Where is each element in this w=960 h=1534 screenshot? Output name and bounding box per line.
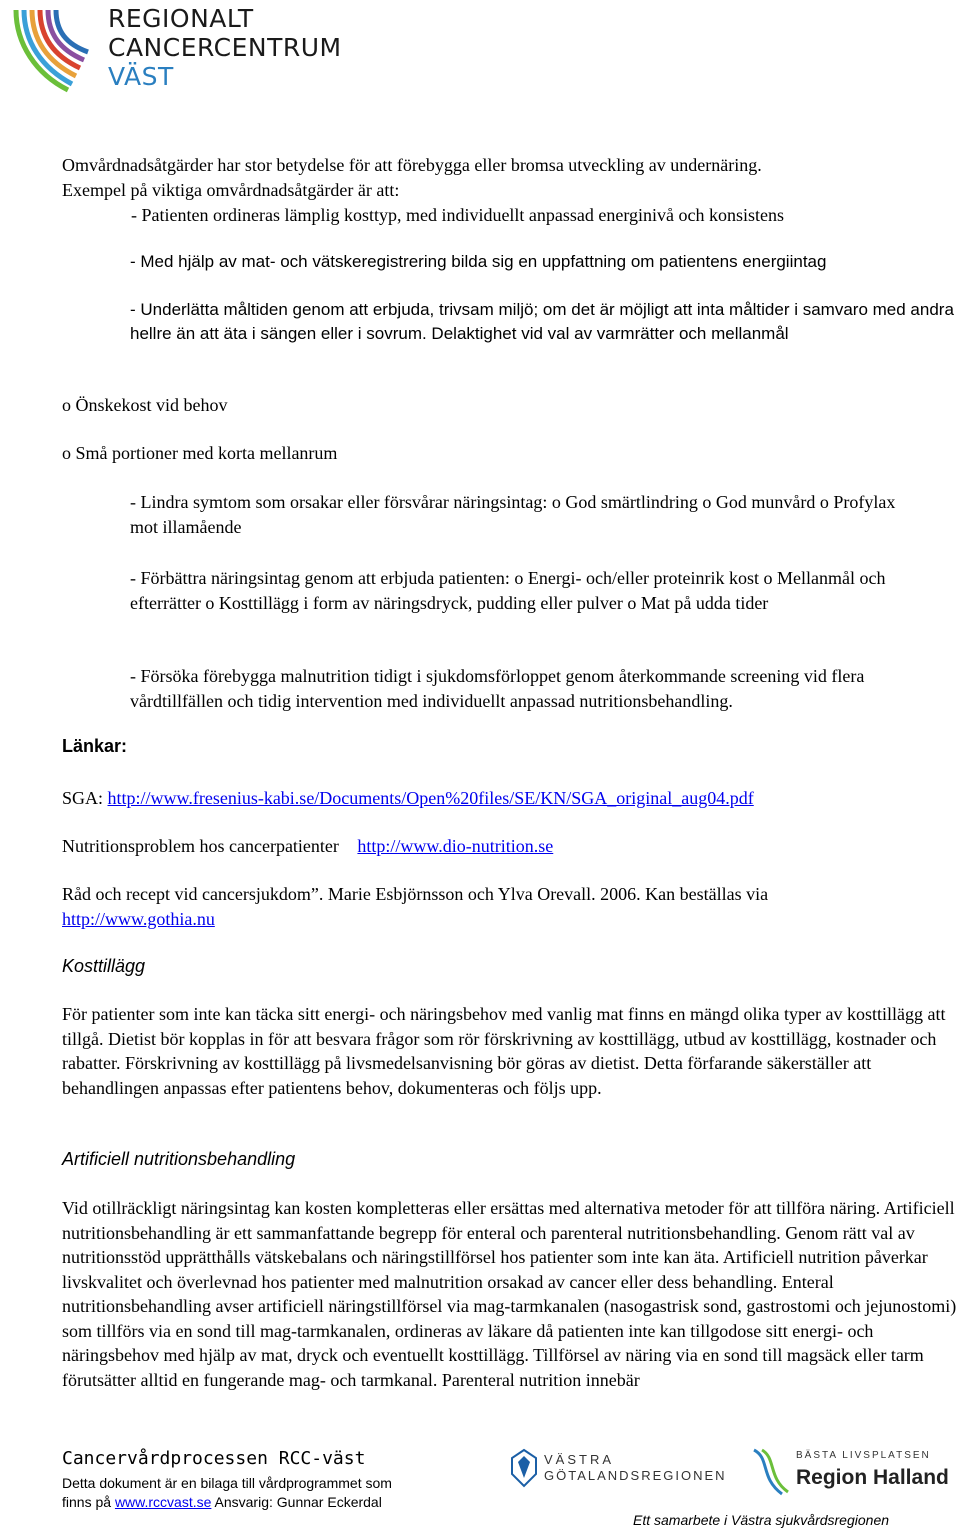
- rcc-ribbon-icon: [6, 4, 102, 96]
- kosttillagg-heading: Kosttillägg: [62, 956, 146, 976]
- footer-title: Cancervårdprocessen RCC-väst: [62, 1448, 366, 1469]
- nutrition-line: [62, 834, 553, 859]
- logo-wordmark: [108, 4, 342, 91]
- intro-line-1: Omvårdnadsåtgärder har stor betydelse för att förebygga eller bromsa utveckling av undernäring.: [62, 155, 762, 175]
- vgr-line-2: GÖTALANDSREGIONEN: [544, 1468, 727, 1483]
- item-lindra: - Lindra symtom som orsakar eller försvårar näringsintag: o God smärtlindring o God munvård o Profylax mot illamående: [130, 492, 896, 537]
- intro-line-2: Exempel på viktiga omvårdnadsåtgärder är att:: [62, 180, 400, 200]
- vastra-gotalandsregionen-logo: [510, 1446, 725, 1504]
- logo-line-2: CANCERCENTRUM: [108, 33, 342, 62]
- item-registrering: - Med hjälp av mat- och vätskeregistrering bilda sig en uppfattning om patientens energiintag: [130, 252, 827, 271]
- item-forebygga: - Försöka förebygga malnutrition tidigt i sjukdomsförloppet genom återkommande screening vid flera vårdtillfällen och tidig intervention med individuellt anpassad nutritionsbehandling.: [130, 666, 865, 711]
- halland-name: Region Halland: [796, 1466, 949, 1489]
- option-onskekost: o Önskekost vid behov: [62, 395, 228, 415]
- option-sma-portioner: o Små portioner med korta mellanrum: [62, 443, 338, 463]
- halland-tagline: BÄSTA LIVSPLATSEN: [796, 1450, 931, 1461]
- book-line: [62, 882, 957, 931]
- sga-label: SGA:: [62, 788, 108, 808]
- book-text: Råd och recept vid cancersjukdom”. Marie Esbjörnsson och Ylva Orevall. 2006. Kan beställas via: [62, 884, 769, 904]
- region-halland-logo: [750, 1448, 960, 1500]
- item-maltiden: - Underlätta måltiden genom att erbjuda, trivsam miljö; om det är möjligt att inta måltider i samvaro med andra hellre än att äta i sängen eller i sovrum. Delaktighet vid val av varmrätter och mellanmål: [130, 300, 954, 343]
- nutrition-label: Nutritionsproblem hos cancerpatienter: [62, 836, 339, 856]
- footer-collaboration: Ett samarbete i Västra sjukvårdsregionen: [633, 1512, 890, 1528]
- logo-line-1: REGIONALT: [108, 4, 254, 33]
- sga-line: [62, 786, 754, 811]
- links-heading: Länkar:: [62, 736, 128, 756]
- vgr-emblem-icon: [510, 1448, 538, 1488]
- rcc-logo: [6, 4, 342, 96]
- footer-line-1: Detta dokument är en bilaga till vårdprogrammet som: [62, 1475, 392, 1491]
- item-forbattra: - Förbättra näringsintag genom att erbjuda patienten: o Energi- och/eller proteinrik kost o Mellanmål och efterrätter o Kosttillägg i form av näringsdryck, pudding eller pulver o Mat på udda tider: [130, 568, 886, 613]
- sga-link[interactable]: http://www.fresenius-kabi.se/Documents/Open%20files/SE/KN/SGA_original_aug04.pdf: [107, 788, 754, 808]
- dio-nutrition-link[interactable]: http://www.dio-nutrition.se: [357, 836, 554, 856]
- artificiell-heading: Artificiell nutritionsbehandling: [62, 1149, 296, 1169]
- vgr-line-1: VÄSTRA: [544, 1452, 615, 1467]
- halland-wave-icon: [750, 1448, 792, 1498]
- logo-line-3: VÄST: [108, 62, 174, 91]
- rccvast-link[interactable]: www.rccvast.se: [114, 1494, 212, 1510]
- footer-ansvarig: Ansvarig: Gunnar Eckerdal: [211, 1494, 382, 1510]
- artificiell-body: Vid otillräckligt näringsintag kan kosten kompletteras eller ersättas med alternativa metoder för att tillföra näring. Artificiell nutritionsbehandling är ett sammanfattande begrepp för enteral och parenteral nutritionsbehandling. Genom rätt val av nutritionsstöd upprätthålls vätskebalans och näringstillförsel hos patienter som inte kan äta. Artificiell nutrition påverkar livskvalitet och överlevnad hos patienter med malnutrition orsakad av cancer eller dess behandling. Enteral nutritionsbehandling avser artificiell näringstillförsel via mag-tarmkanalen (nasogastrisk sond, gastrostomi och jejunostomi) som tillförs via en sond till mag-tarmkanalen, ordineras av läkare då patienten inte kan tillgodose sitt energi- och näringsbehov med hjälp av mat, dryck och eventuellt kosttillägg. Tillförsel av näring via en sond till magsäck eller tarm förutsätter alltid en fungerande mag- och tarmkanal. Parenteral nutrition innebär: [62, 1198, 957, 1390]
- kosttillagg-body: För patienter som inte kan täcka sitt energi- och näringsbehov med vanlig mat finns en mängd olika typer av kosttillägg att tillgå. Dietist bör kopplas in för att besvara frågor som rör förskrivning av kosttillägg, utbud av kosttillägg, kostnader och rabatter. Förskrivning av kosttillägg på livsmedelsanvisning bör göras av dietist. Detta förfarande säkerställer att behandlingen anpassas efter patientens behov, dokumenteras och följs upp.: [62, 1004, 946, 1098]
- intro-bullet-1: - Patienten ordineras lämplig kosttyp, med individuellt anpassad energinivå och konsistens: [131, 205, 785, 225]
- footer-prefix: finns på: [62, 1494, 115, 1510]
- footer-line-2: [62, 1493, 382, 1512]
- gothia-link[interactable]: http://www.gothia.nu: [62, 908, 215, 929]
